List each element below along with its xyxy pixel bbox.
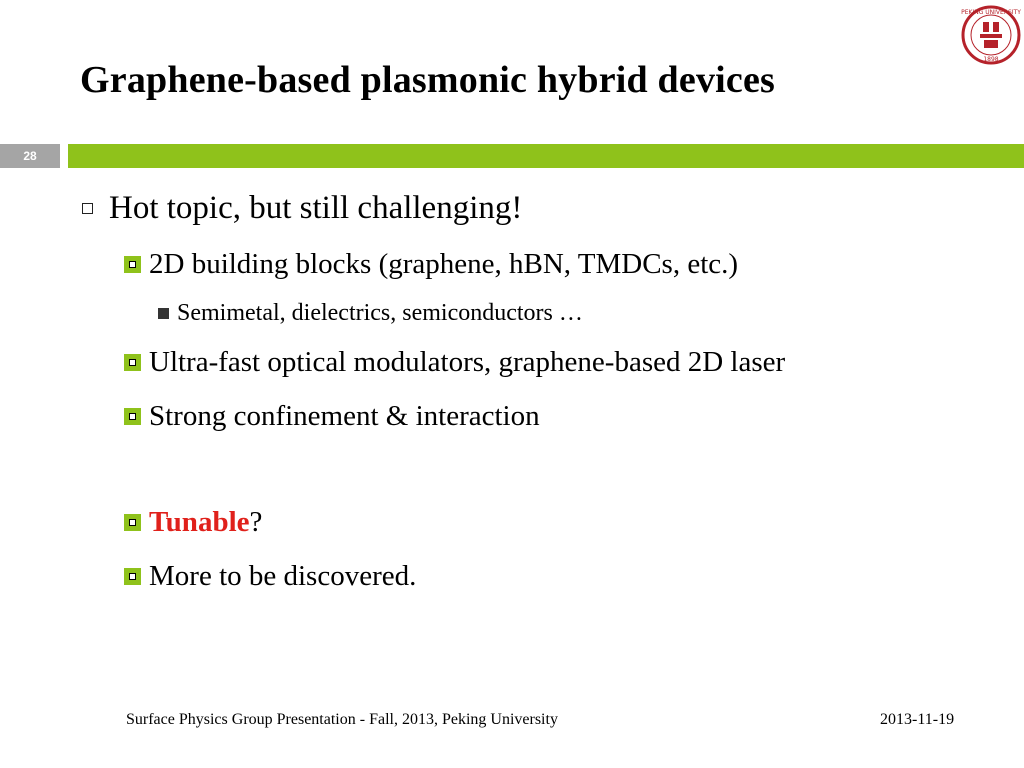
bullet-level2 (124, 346, 785, 379)
slide-title: Graphene-based plasmonic hybrid devices (80, 59, 776, 101)
peking-university-seal-icon (960, 4, 1022, 66)
bullet-text: 2D building blocks (graphene, hBN, TMDCs, etc.) (149, 248, 739, 280)
footer-date: 2013-11-19 (880, 711, 955, 728)
solid-square-bullet-icon (158, 308, 169, 319)
hollow-square-bullet-icon (82, 203, 93, 214)
bullet-level3 (158, 300, 583, 327)
bullet-text: ? (249, 506, 263, 538)
title-divider-bar (68, 144, 1024, 168)
bullet-level2 (124, 560, 416, 593)
svg-text:1898: 1898 (983, 56, 999, 63)
bullet-text: Hot topic, but still challenging! (109, 190, 523, 226)
bullet-text: Semimetal, dielectrics, semiconductors … (177, 300, 583, 326)
bullet-text: More to be discovered. (149, 560, 417, 592)
green-square-bullet-icon (124, 354, 141, 371)
highlight-text: Tunable (149, 506, 250, 538)
green-square-bullet-icon (124, 256, 141, 273)
bullet-level1 (82, 190, 522, 227)
page-number: 28 (0, 144, 60, 168)
bullet-level2 (124, 400, 540, 433)
bullet-level2 (124, 248, 738, 281)
svg-text:PEKING UNIVERSITY: PEKING UNIVERSITY (961, 9, 1021, 16)
bullet-level2 (124, 506, 262, 539)
footer-text: Surface Physics Group Presentation - Fall, 2013, Peking University (126, 711, 558, 728)
bullet-text: Ultra-fast optical modulators, graphene-based 2D laser (149, 346, 786, 378)
green-square-bullet-icon (124, 514, 141, 531)
green-square-bullet-icon (124, 568, 141, 585)
green-square-bullet-icon (124, 408, 141, 425)
bullet-text: Strong confinement & interaction (149, 400, 540, 432)
